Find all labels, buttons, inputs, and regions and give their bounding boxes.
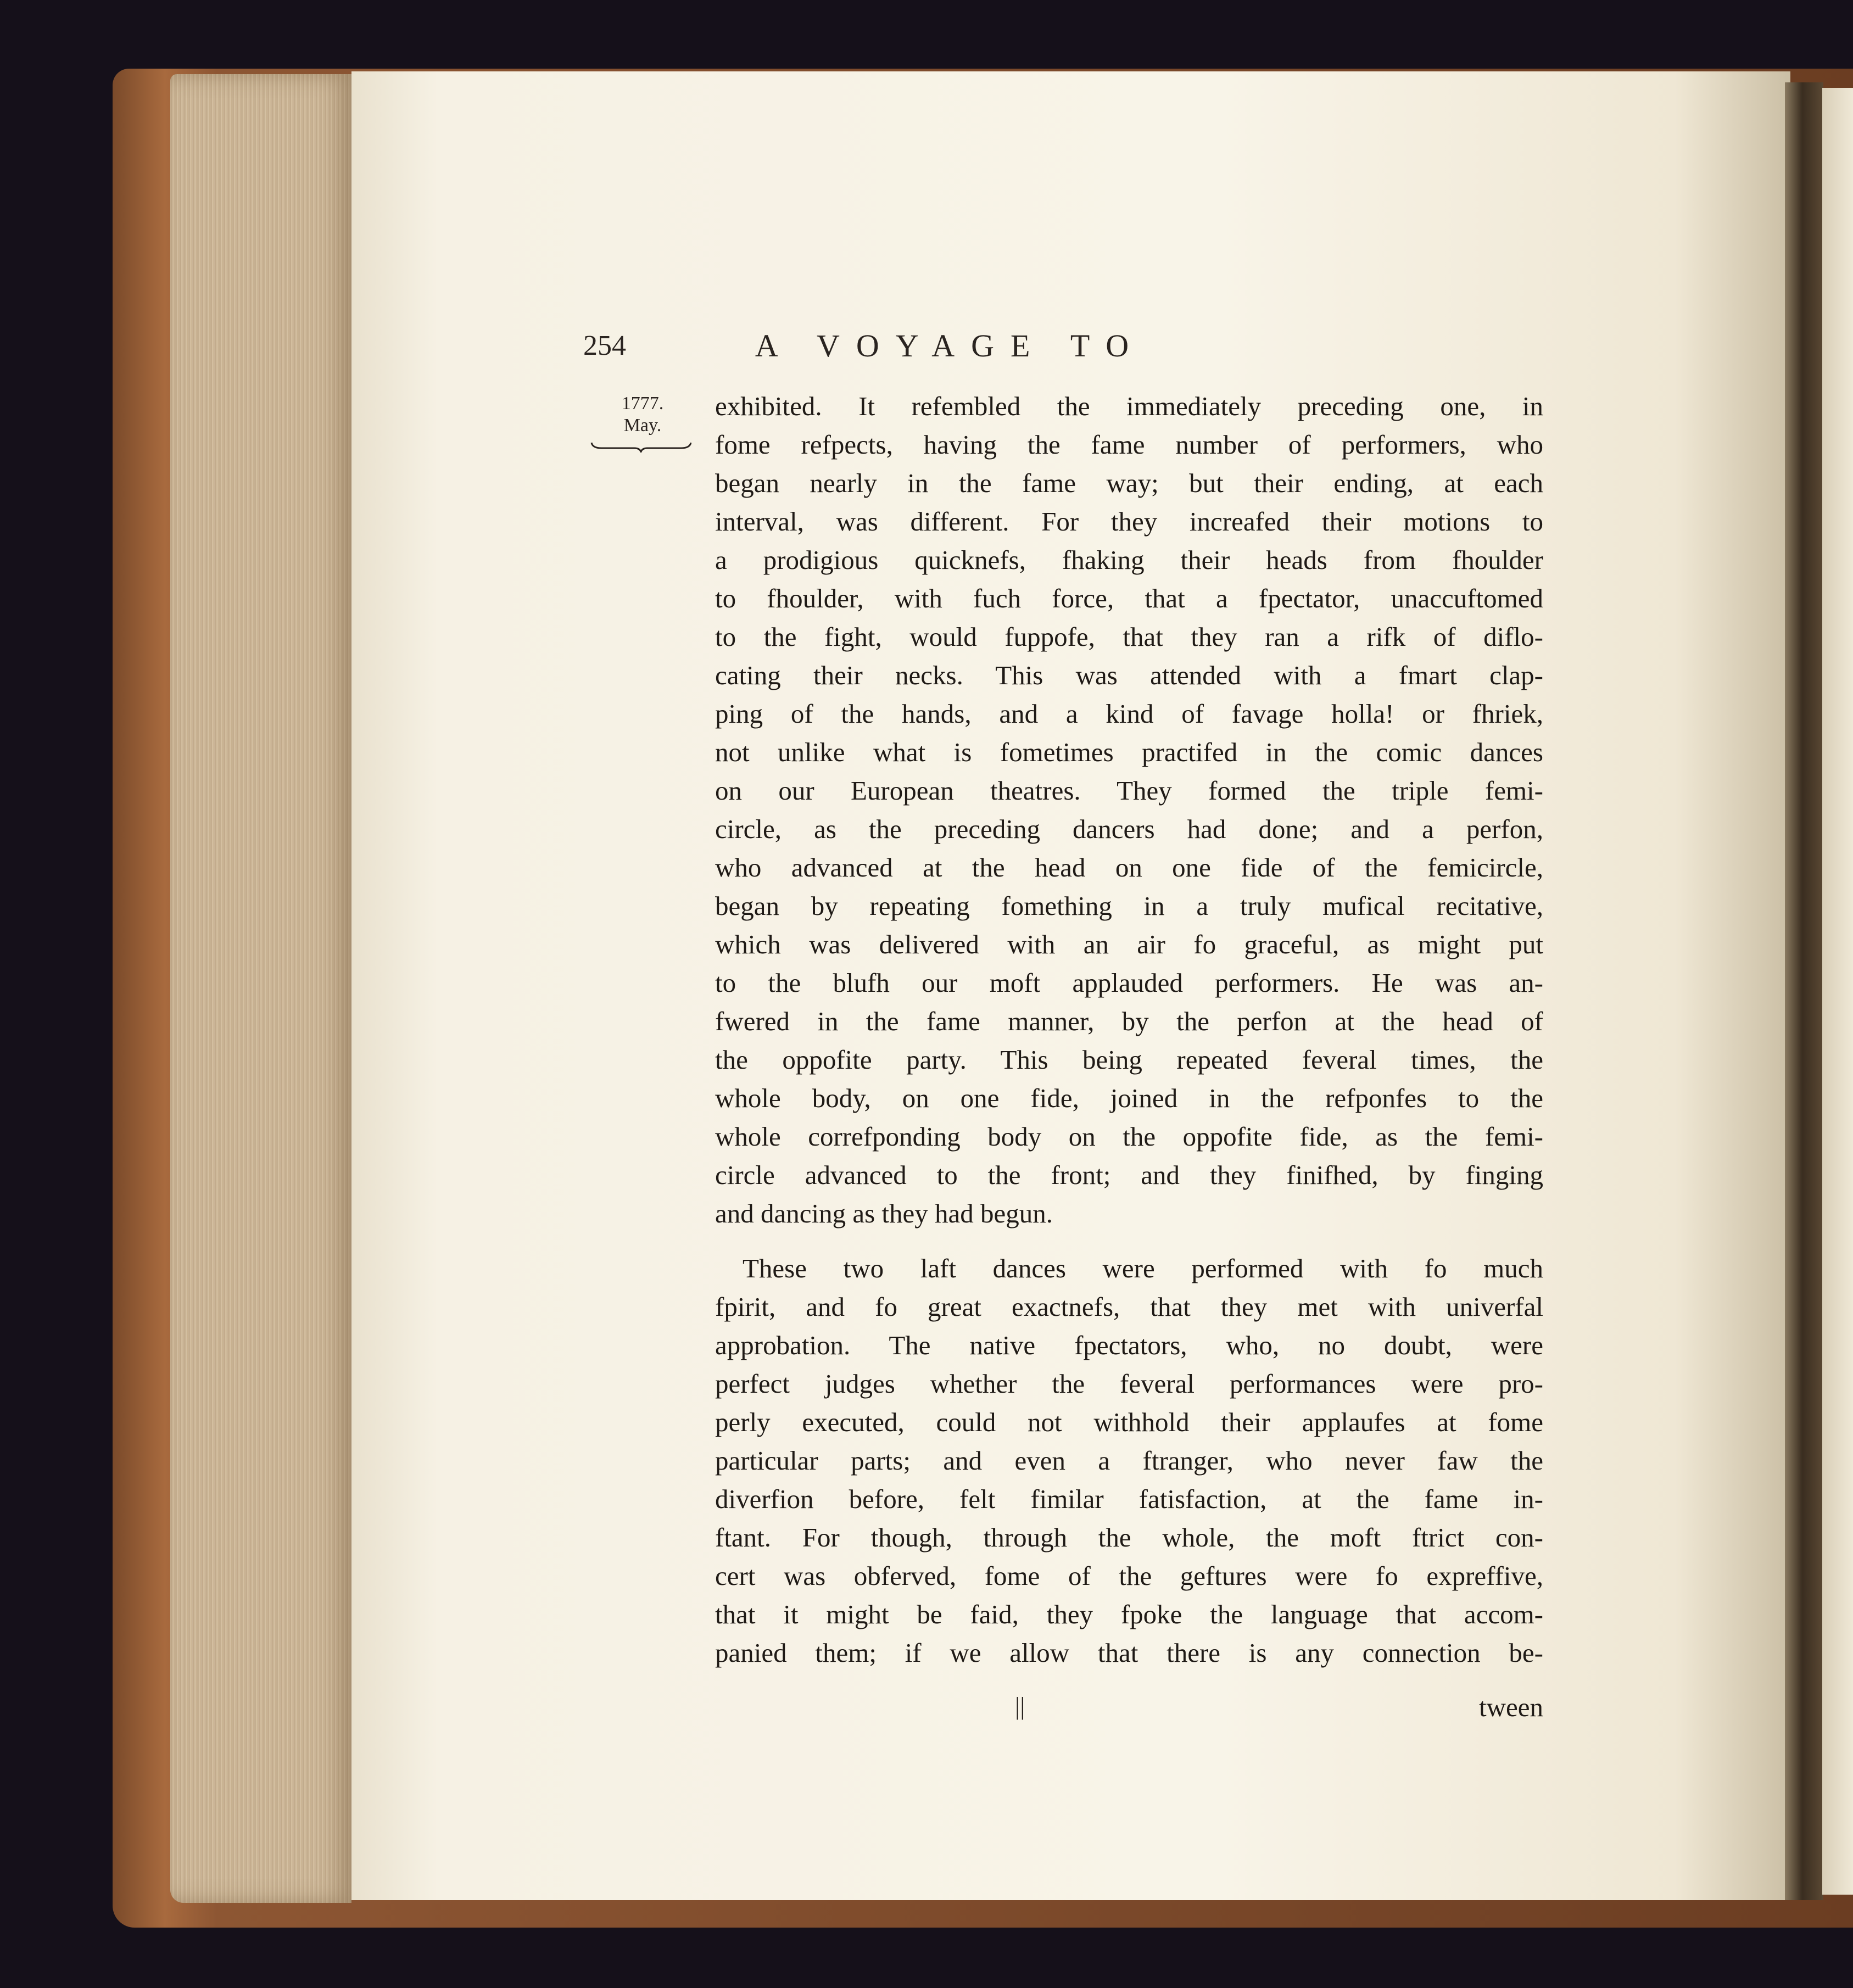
text-line: perly executed, could not withhold their applaufes at fome (715, 1407, 1543, 1437)
margin-note-year: 1777. (621, 393, 664, 414)
text-line: exhibited. It refembled the immediately preceding one, in (715, 391, 1543, 421)
text-line: fwered in the fame manner, by the perfon at the head of (715, 1006, 1543, 1036)
text-line: and dancing as they had begun. (715, 1198, 1053, 1228)
page-number: 254 (583, 330, 626, 361)
text-line: which was delivered with an air fo graceful, as might put (715, 929, 1543, 959)
text-line: particular parts; and even a ftranger, who never faw the (715, 1445, 1543, 1476)
text-line: the oppofite party. This being repeated feveral times, the (715, 1045, 1543, 1075)
text-line: on our European theatres. They formed the triple femi- (715, 775, 1543, 806)
text-line: that it might be faid, they fpoke the language that accom- (715, 1599, 1543, 1629)
facing-page-edge (1822, 88, 1853, 1895)
text-line: diverfion before, felt fimilar fatisfaction, at the fame in- (715, 1484, 1543, 1514)
text-line: circle, as the preceding dancers had done; and a perfon, (715, 814, 1543, 844)
signature-mark: || (1015, 1692, 1025, 1720)
text-line: to the blufh our moft applauded performers. He was an- (715, 968, 1543, 998)
text-line: fome refpects, having the fame number of performers, who (715, 429, 1543, 460)
text-line: These two laft dances were performed with fo much (743, 1253, 1543, 1283)
text-line: not unlike what is fometimes practifed in the comic dances (715, 737, 1543, 767)
text-line: began nearly in the fame way; but their ending, at each (715, 468, 1543, 498)
text-line: whole correfponding body on the oppofite fide, as the femi- (715, 1121, 1543, 1152)
text-line: panied them; if we allow that there is any connection be- (715, 1638, 1543, 1668)
text-line: ping of the hands, and a kind of favage holla! or fhriek, (715, 699, 1543, 729)
text-line: to fhoulder, with fuch force, that a fpectator, unaccuftomed (715, 583, 1543, 613)
text-line: interval, was different. For they increafed their motions to (715, 506, 1543, 537)
text-line: a prodigious quicknefs, fhaking their heads from fhoulder (715, 545, 1543, 575)
margin-note-month: May. (623, 415, 662, 435)
book-gutter (1785, 82, 1823, 1900)
text-line: who advanced at the head on one fide of the femicircle, (715, 852, 1543, 883)
text-line: cert was obferved, fome of the geftures were fo expreffive, (715, 1561, 1543, 1591)
text-line: ftant. For though, through the whole, the moft ftrict con- (715, 1522, 1543, 1553)
text-line: approbation. The native fpectators, who, no doubt, were (715, 1330, 1543, 1360)
catchword: tween (1479, 1692, 1543, 1722)
page-block-edge (170, 74, 351, 1903)
text-line: fpirit, and fo great exactnefs, that they met with univerfal (715, 1292, 1543, 1322)
text-line: circle advanced to the front; and they finifhed, by finging (715, 1160, 1543, 1190)
text-line: whole body, on one fide, joined in the refponfes to the (715, 1083, 1543, 1113)
text-line: began by repeating fomething in a truly mufical recitative, (715, 891, 1543, 921)
text-line: cating their necks. This was attended with a fmart clap- (715, 660, 1543, 690)
margin-brace-icon (590, 440, 692, 453)
text-line: to the fight, would fuppofe, that they ran a rifk of diflo- (715, 622, 1543, 652)
running-title: A VOYAGE TO (755, 328, 1146, 364)
text-line: perfect judges whether the feveral performances were pro- (715, 1369, 1543, 1399)
